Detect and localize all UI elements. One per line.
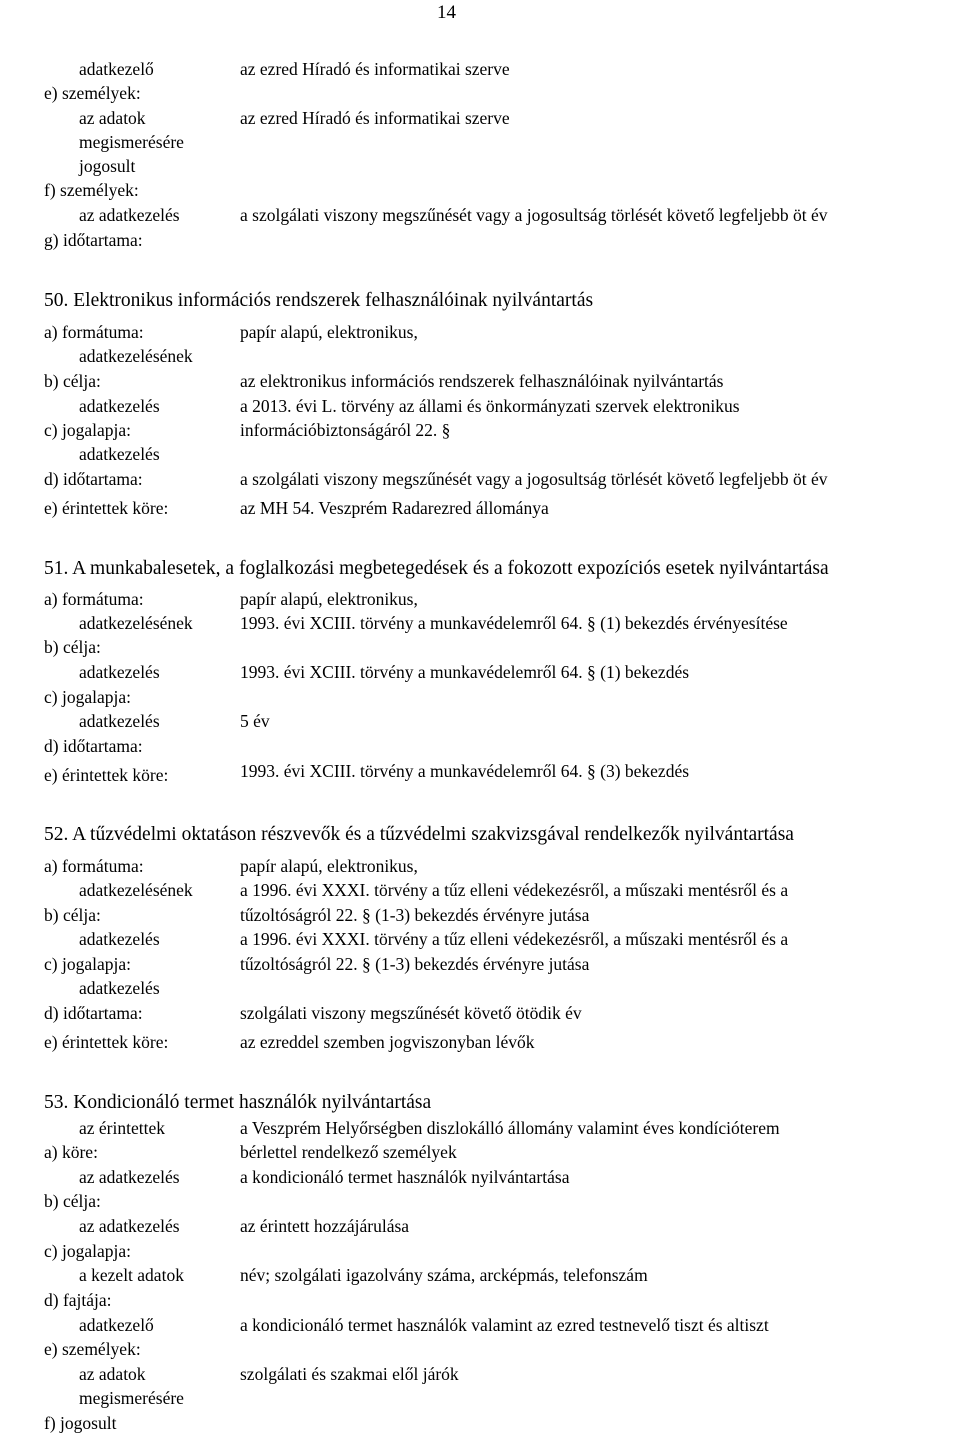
field-label: e) személyek: <box>44 83 141 103</box>
field-value: az érintett hozzájárulása <box>240 1216 410 1236</box>
field-label: b) célja: <box>44 1191 101 1211</box>
field-label: e) érintettek köre: <box>44 498 169 518</box>
field-label: d) időtartama: <box>44 736 143 756</box>
page-number: 14 <box>437 2 456 23</box>
field-value: papír alapú, elektronikus, <box>240 322 418 342</box>
field-label: adatkezelés <box>79 396 160 416</box>
field-label: d) időtartama: <box>44 1003 143 1023</box>
field-label: adatkezelés <box>79 711 160 731</box>
field-label: adatkezelés <box>79 929 160 949</box>
field-value: a szolgálati viszony megszűnését vagy a jogosultság törlését követő legfeljebb öt év <box>240 469 828 489</box>
field-label: b) célja: <box>44 905 101 925</box>
field-value: a kondicionáló termet használók valamint az ezred testnevelő tiszt és altiszt <box>240 1315 769 1335</box>
field-value: 1993. évi XCIII. törvény a munkavédelemről 64. § (1) bekezdés érvényesítése <box>240 613 788 633</box>
field-value: a szolgálati viszony megszűnését vagy a jogosultság törlését követő legfeljebb öt év <box>240 205 828 225</box>
field-label: megismerésére <box>79 1388 184 1408</box>
field-label: a) formátuma: <box>44 322 144 342</box>
field-label: d) fajtája: <box>44 1290 112 1310</box>
field-value: 5 év <box>240 711 270 731</box>
field-value: az elektronikus információs rendszerek felhasználóinak nyilvántartás <box>240 371 724 391</box>
section-heading: 50. Elektronikus információs rendszerek felhasználóinak nyilvántartás <box>44 290 594 311</box>
field-label: az adatkezelés <box>79 205 180 225</box>
field-label: e) személyek: <box>44 1339 141 1359</box>
field-label: az adatok <box>79 1364 146 1384</box>
field-label: adatkezelő <box>79 59 154 79</box>
section-heading: 52. A tűzvédelmi oktatáson részvevők és a tűzvédelmi szakvizsgával rendelkezők nyilvántartása <box>44 824 794 845</box>
field-value: 1993. évi XCIII. törvény a munkavédelemről 64. § (1) bekezdés <box>240 662 690 682</box>
field-value: tűzoltóságról 22. § (1-3) bekezdés érvényre jutása <box>240 905 590 925</box>
field-label: c) jogalapja: <box>44 954 131 974</box>
field-label: jogosult <box>79 156 136 176</box>
field-value: az ezred Híradó és informatikai szerve <box>240 59 510 79</box>
field-value: információbiztonságáról 22. § <box>240 420 451 440</box>
field-label: e) érintettek köre: <box>44 765 169 785</box>
field-label: adatkezelésének <box>79 613 193 633</box>
field-label: adatkezelő <box>79 1315 154 1335</box>
field-label: a kezelt adatok <box>79 1265 184 1285</box>
field-label: e) érintettek köre: <box>44 1032 169 1052</box>
field-value: az MH 54. Veszprém Radarezred állománya <box>240 498 549 518</box>
field-value: az ezreddel szemben jogviszonyban lévők <box>240 1032 535 1052</box>
field-label: f) jogosult <box>44 1413 117 1433</box>
field-label: f) személyek: <box>44 180 139 200</box>
field-value: az ezred Híradó és informatikai szerve <box>240 108 510 128</box>
field-label: d) időtartama: <box>44 469 143 489</box>
field-label: adatkezelés <box>79 978 160 998</box>
field-label: b) célja: <box>44 637 101 657</box>
section-heading: 51. A munkabalesetek, a foglalkozási megbetegedések és a fokozott expozíciós esetek nyilvántartása <box>44 558 829 579</box>
field-label: adatkezelés <box>79 444 160 464</box>
field-value: bérlettel rendelkező személyek <box>240 1142 457 1162</box>
field-label: adatkezelés <box>79 662 160 682</box>
field-value: a Veszprém Helyőrségben diszlokálló állomány valamint éves kondícióterem <box>240 1118 780 1138</box>
field-value: 1993. évi XCIII. törvény a munkavédelemről 64. § (3) bekezdés <box>240 761 690 781</box>
field-label: a) formátuma: <box>44 589 144 609</box>
field-label: g) időtartama: <box>44 230 143 250</box>
field-label: c) jogalapja: <box>44 1241 131 1261</box>
field-label: c) jogalapja: <box>44 687 131 707</box>
field-label: megismerésére <box>79 132 184 152</box>
field-value: a kondicionáló termet használók nyilvántartása <box>240 1167 570 1187</box>
field-label: a) formátuma: <box>44 856 144 876</box>
field-value: papír alapú, elektronikus, <box>240 589 418 609</box>
field-label: adatkezelésének <box>79 346 193 366</box>
section-heading: 53. Kondicionáló termet használók nyilvántartása <box>44 1092 432 1113</box>
field-label: az adatkezelés <box>79 1167 180 1187</box>
field-value: papír alapú, elektronikus, <box>240 856 418 876</box>
field-label: adatkezelésének <box>79 880 193 900</box>
field-label: b) célja: <box>44 371 101 391</box>
field-value: a 2013. évi L. törvény az állami és önkormányzati szervek elektronikus <box>240 396 740 416</box>
field-label: az érintettek <box>79 1118 165 1138</box>
field-value: a 1996. évi XXXI. törvény a tűz elleni védekezésről, a műszaki mentésről és a <box>240 880 789 900</box>
field-value: tűzoltóságról 22. § (1-3) bekezdés érvényre jutása <box>240 954 590 974</box>
field-value: szolgálati viszony megszűnését követő ötödik év <box>240 1003 582 1023</box>
field-label: c) jogalapja: <box>44 420 131 440</box>
field-label: az adatok <box>79 108 146 128</box>
field-value: név; szolgálati igazolvány száma, arcképmás, telefonszám <box>240 1265 648 1285</box>
field-value: szolgálati és szakmai elől járók <box>240 1364 459 1384</box>
field-label: a) köre: <box>44 1142 98 1162</box>
field-label: az adatkezelés <box>79 1216 180 1236</box>
field-value: a 1996. évi XXXI. törvény a tűz elleni védekezésről, a műszaki mentésről és a <box>240 929 789 949</box>
